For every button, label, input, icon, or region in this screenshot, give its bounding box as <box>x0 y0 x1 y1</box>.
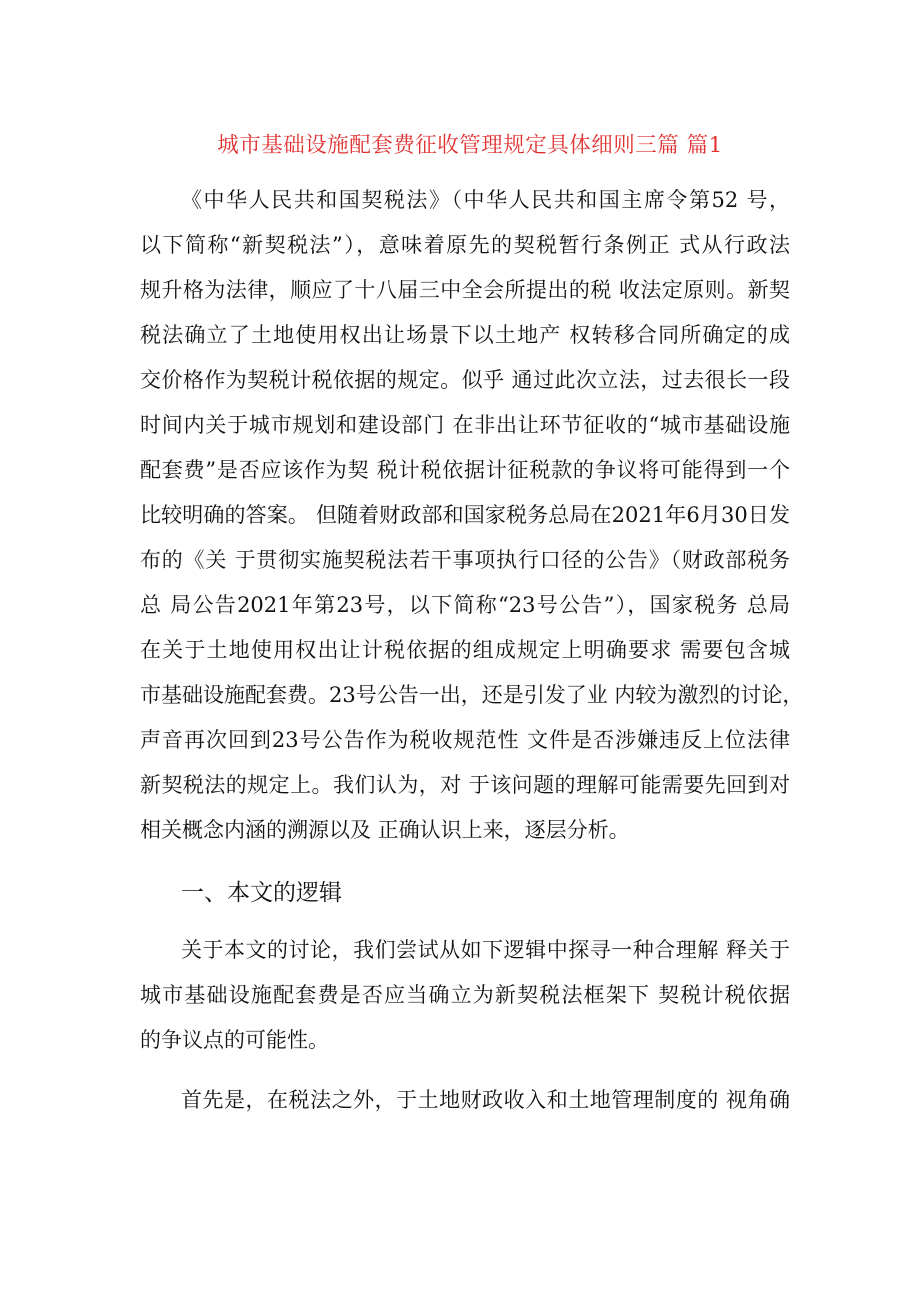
paragraph-line: 总 局公告2021年第23号，以下简称“23号公告”），国家税务 总局 <box>140 593 790 617</box>
paragraph-line: 配套费”是否应该作为契 税计税依据计征税款的争议将可能得到一个 <box>140 458 790 482</box>
paragraph-line: 在关于土地使用权出让计税依据的组成规定上明确要求 需要包含城 <box>140 638 790 662</box>
paragraph-line: 新契税法的规定上。我们认为，对 于该问题的理解可能需要先回到对 <box>140 773 790 797</box>
paragraph-line: 声音再次回到23号公告作为税收规范性 文件是否涉嫌违反上位法律 <box>140 728 790 752</box>
paragraph-line: 比较明确的答案。 但随着财政部和国家税务总局在2021年6月30日发 <box>140 503 790 527</box>
paragraph-line: 时间内关于城市规划和建设部门 在非出让环节征收的“城市基础设施 <box>140 413 790 437</box>
document-title: 城市基础设施配套费征收管理规定具体细则三篇 篇1 <box>217 133 723 158</box>
paragraph-line: 的争议点的可能性。 <box>140 1028 329 1052</box>
paragraph-line: 以下简称“新契税法”），意味着原先的契税暂行条例正 式从行政法 <box>140 233 790 257</box>
section-heading: 一、本文的逻辑 <box>181 880 342 906</box>
paragraph-line: 税法确立了土地使用权出让场景下以土地产 权转移合同所确定的成 <box>140 323 790 347</box>
paragraph-line: 布的《关 于贯彻实施契税法若干事项执行口径的公告》（财政部税务 <box>140 548 790 572</box>
paragraph-line: 城市基础设施配套费是否应当确立为新契税法框架下 契税计税依据 <box>140 983 790 1007</box>
paragraph-line: 相关概念内涵的溯源以及 正确认识上来，逐层分析。 <box>140 818 630 842</box>
paragraph-line: 关于本文的讨论，我们尝试从如下逻辑中探寻一种合理解 释关于 <box>181 938 790 962</box>
paragraph-line: 交价格作为契税计税依据的规定。似乎 通过此次立法，过去很长一段 <box>140 368 790 392</box>
paragraph-line: 市基础设施配套费。23号公告一出，还是引发了业 内较为激烈的讨论， <box>140 683 804 707</box>
paragraph-line: 规升格为法律，顺应了十八届三中全会所提出的税 收法定原则。新契 <box>140 278 790 302</box>
paragraph-line: 《中华人民共和国契税法》（中华人民共和国主席令第52 号， <box>181 188 790 212</box>
paragraph-line: 首先是，在税法之外，于土地财政收入和土地管理制度的 视角确 <box>181 1088 790 1112</box>
